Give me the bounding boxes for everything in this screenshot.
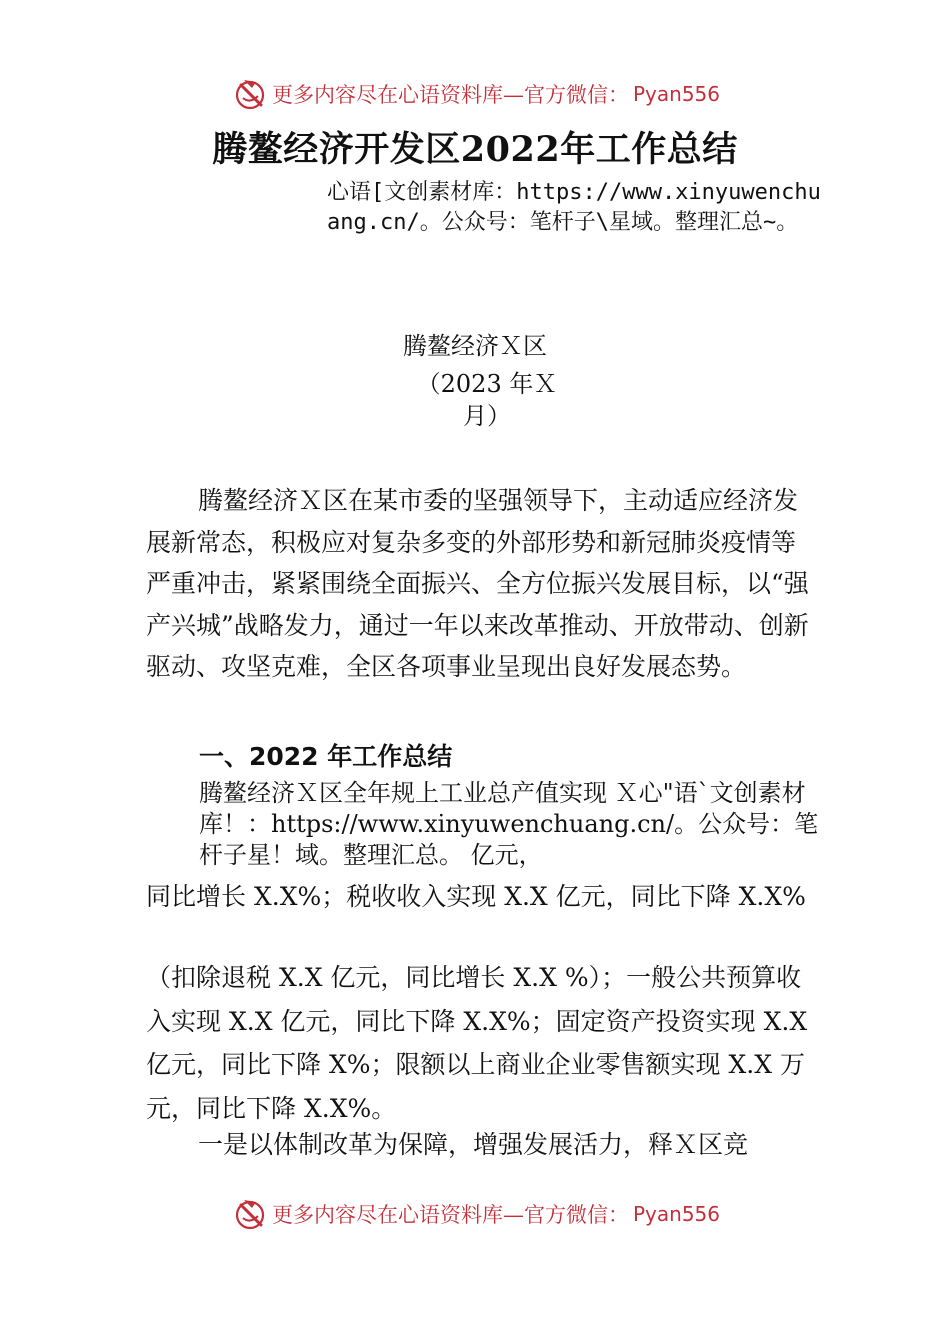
section-paragraph-part-c: （扣除退税 X.X 亿元，同比增长 X.X %）；一般公共预算收入实现 X.X 亿元，同比下降 X.X%；固定资产投资实现 X.X 亿元，同比下降 X%；限额以上商业企业零售额实现 X.X 万元，同比下降 X.X%。 xyxy=(146,963,808,1123)
section-heading: 一、2022 年工作总结 xyxy=(199,742,453,771)
section-paragraph-part-a: 腾鳌经济Ｘ区全年规上工业总产值实现 Ｘ心"语`文创素材库！：https://www.xinyuwenchuang.cn/。公众号：笔杆子星！域。整理汇总。 亿元， xyxy=(199,779,819,869)
source-note: 心语[文创素材库：https://www.xinyuwenchuang.cn/。公众号：笔杆子\星域。整理汇总~。 xyxy=(327,180,821,235)
watermark-banner-top xyxy=(232,74,720,114)
item-paragraph: 一是以体制改革为保障，增强发展活力，释Ｘ区竞 xyxy=(198,1130,749,1159)
document-title: 腾鳌经济开发区2022年工作总结 xyxy=(212,129,738,170)
section-paragraph-part-b: 同比增长 X.X%；税收收入实现 X.X 亿元，同比下降 X.X% xyxy=(146,882,806,911)
intro-paragraph: 腾鳌经济Ｘ区在某市委的坚强领导下，主动适应经济发展新常态，积极应对复杂多变的外部形势和新冠肺炎疫情等严重冲击，紧紧围绕全面振兴、全方位振兴发展目标，以“强产兴城”战略发力，通过一年以来改革推动、开放带动、创新驱动、攻坚克难，全区各项事业呈现出良好发展态势。 xyxy=(146,486,809,681)
watermark-wechat-id: Pyan556 xyxy=(633,1202,721,1226)
watermark-text: 更多内容尽在心语资料库—官方微信： xyxy=(272,83,629,107)
document-date: （2023 年Ｘ月） xyxy=(416,370,558,430)
issuer: 腾鳌经济Ｘ区 xyxy=(403,332,547,360)
watermark-logo-icon xyxy=(232,1196,268,1232)
watermark-wechat-id: Pyan556 xyxy=(633,82,721,106)
watermark-text: 更多内容尽在心语资料库—官方微信： xyxy=(272,1203,629,1227)
watermark-logo-icon xyxy=(232,76,268,112)
watermark-banner-bottom xyxy=(232,1194,720,1234)
